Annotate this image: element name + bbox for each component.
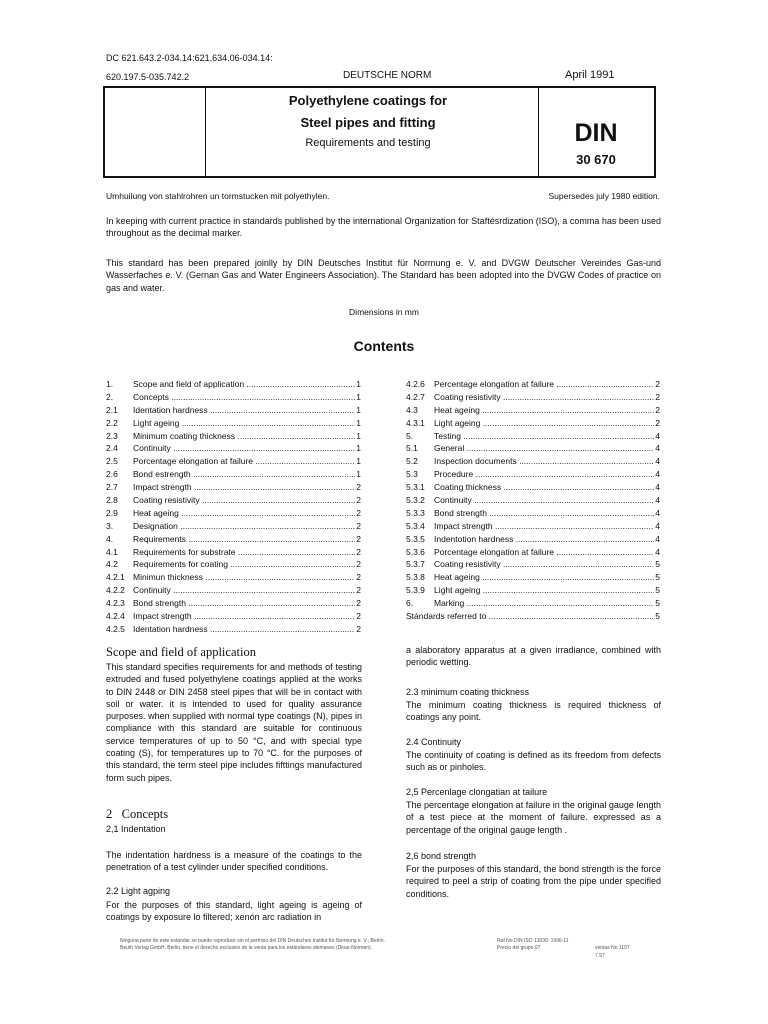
section-2-1-heading: 2,1 Indentation	[106, 824, 166, 834]
section-2-title: Concepts	[121, 807, 169, 821]
toc-entry-page: 4	[655, 495, 660, 506]
toc-entry-number: 5.3.9	[406, 585, 425, 596]
toc-entry-number: 5.3.6	[406, 546, 425, 557]
toc-entry-number: 2.3	[106, 430, 118, 441]
toc-entry-label: Procedure .....	[434, 468, 654, 481]
footer-price-group: Precio del grupo 07	[497, 945, 541, 951]
toc-entry-label: Stándards referred to .....	[406, 610, 654, 623]
footer-ref-number: Ref.No.DIN ISO 13030: 1996-11	[497, 938, 569, 944]
toc-entry-label: Heat ageing .....	[434, 571, 654, 584]
toc-entry	[406, 584, 660, 597]
toc-entry-page: 2	[655, 391, 660, 402]
toc-entry-label: Light ageing .....	[133, 417, 355, 430]
section-2-6-heading: 2,6 bond strength	[406, 851, 477, 861]
toc-entry-label: Continuity .....	[434, 494, 654, 507]
toc-entry	[106, 404, 361, 417]
toc-entry-number: 2.7	[106, 482, 118, 493]
toc-entry	[406, 597, 660, 610]
toc-entry-label: Requirements for coating .....	[133, 558, 355, 571]
toc-entry	[106, 378, 361, 391]
toc-entry-number: 5.3.5	[406, 533, 425, 544]
toc-entry-number: 2.5	[106, 456, 118, 467]
toc-entry-number: 4.2.2	[106, 585, 125, 596]
contents-heading: Contents	[353, 338, 415, 354]
toc-entry-number: 3.	[106, 520, 114, 531]
toc-entry-label: Identation hardness .....	[133, 623, 355, 636]
toc-entry	[406, 520, 660, 533]
toc-entry-page: 2	[356, 507, 361, 518]
section-2-5-text: The percentage elongation at failure in the original gauge length of a test piece at the moment of failure. expressed as a percentage of the original gauge length .	[406, 800, 661, 835]
toc-entry-label: Minimun thickness .....	[133, 571, 355, 584]
section-2-3-text: The minimum coating thickness is required thickness of coatings any point.	[406, 700, 661, 723]
toc-entry-number: 5.3.4	[406, 520, 425, 531]
toc-entry-label: Impact strength .....	[133, 610, 355, 623]
toc-entry	[406, 533, 660, 546]
toc-entry-number: 4.3.1	[406, 417, 425, 428]
toc-entry-number: 4.2	[106, 559, 118, 570]
section-2-2-heading: 2.2 Light agping	[106, 886, 171, 896]
title-line-1: Polyethylene coatings for	[288, 93, 448, 108]
toc-entry-label: Requirements for substrate .....	[133, 546, 355, 559]
toc-entry-label: Continuity .....	[133, 442, 355, 455]
din-number: 30 670	[576, 152, 616, 167]
toc-entry-label: Coating thickness .....	[434, 481, 654, 494]
section-2-3-heading: 2.3 minimum coating thickness	[406, 687, 530, 697]
toc-entry-number: 5.3.3	[406, 507, 425, 518]
toc-entry-number: 2.4	[106, 443, 118, 454]
toc-entry-label: Heat ageing .....	[133, 507, 355, 520]
toc-entry	[106, 546, 361, 559]
toc-entry-number: 5.3.2	[406, 495, 425, 506]
toc-entry	[106, 533, 361, 546]
toc-entry	[406, 610, 660, 623]
footer-sales-number: ventas No 1107	[595, 945, 630, 951]
toc-entry-page: 4	[655, 520, 660, 531]
toc-entry-page: 5	[655, 585, 660, 596]
toc-entry-number: 4.2.1	[106, 572, 125, 583]
toc-entry-label: General .....	[434, 442, 654, 455]
toc-entry-page: 1	[356, 430, 361, 441]
toc-entry-label: Coating resistivity .....	[133, 494, 355, 507]
toc-entry-number: 2.	[106, 391, 114, 402]
toc-entry-number: 4.2.7	[406, 391, 425, 402]
toc-entry-number: 5.3.1	[406, 482, 425, 493]
toc-entry-label: Testing .....	[434, 430, 654, 443]
section-2-number: 2	[106, 807, 113, 821]
toc-entry-label: Percentage elongation at failure .....	[434, 378, 654, 391]
dc-line-1: DC 621.643.2-034.14:621.634.06-034.14:	[106, 53, 273, 63]
section-2-heading	[106, 807, 168, 822]
toc-entry-page: 4	[655, 546, 660, 557]
toc-entry-page: 5	[655, 611, 660, 622]
toc-entry-label: Identation hardness .....	[133, 404, 355, 417]
title-line-2: Steel pipes and fitting	[300, 115, 436, 130]
toc-entry	[406, 378, 660, 391]
toc-entry-label: Scope and field of application .....	[133, 378, 355, 391]
toc-entry-number: 5.3.8	[406, 572, 425, 583]
section-2-2-continued: a alaboratory apparatus at a given irradiance, combined with periodic wetting.	[406, 645, 661, 668]
toc-entry-page: 1	[356, 404, 361, 415]
toc-entry-page: 2	[655, 417, 660, 428]
toc-entry-label: Bond estrength .....	[133, 468, 355, 481]
toc-entry-number: 6.	[406, 598, 414, 609]
toc-entry-page: 1	[356, 456, 361, 467]
toc-entry-number: 4.2.6	[406, 379, 425, 389]
toc-entry-number: 2.2	[106, 417, 118, 428]
toc-entry-page: 2	[356, 546, 361, 557]
toc-entry-label: Coating resistivity .....	[434, 391, 654, 404]
section-2-1-text: The indentation hardness is a measure of the coatings to the penetration of a test cylinder under specified conditions.	[106, 850, 362, 873]
toc-entry	[406, 571, 660, 584]
toc-left-column	[106, 378, 361, 636]
dc-line-2: 620.197.5-035.742.2	[106, 72, 190, 82]
toc-entry-label: Impact strength .....	[434, 520, 654, 533]
toc-entry-page: 4	[655, 430, 660, 441]
intro-decimal-note: In keeping with current practice in standards published by the international Organization for Staftésrdization (ISO), a comma has been used throughout as the decimal marker.	[106, 216, 661, 239]
toc-entry-page: 2	[356, 623, 361, 634]
toc-entry-page: 2	[356, 533, 361, 544]
toc-entry	[106, 597, 361, 610]
section-2-4-text: The continuity of coating is defined as its freedom from defects such as or pinholes.	[406, 750, 661, 773]
section-1-heading: Scope and field of application	[106, 645, 256, 659]
toc-entry	[106, 481, 361, 494]
toc-entry-label: Bond strength .....	[133, 597, 355, 610]
toc-entry	[106, 571, 361, 584]
toc-entry-page: 5	[655, 572, 660, 583]
toc-entry-page: 4	[655, 456, 660, 467]
toc-entry-page: 4	[655, 443, 660, 454]
toc-entry-page: 4	[655, 533, 660, 544]
toc-entry	[406, 494, 660, 507]
toc-entry-page: 1	[356, 469, 361, 480]
toc-entry	[406, 455, 660, 468]
toc-entry-label: Light ageing .....	[434, 584, 654, 597]
toc-entry-label: Porcentage elongation at failure .....	[133, 455, 355, 468]
toc-entry-page: 4	[655, 482, 660, 493]
toc-entry	[106, 468, 361, 481]
issue-date: April 1991	[565, 69, 615, 81]
toc-entry	[106, 520, 361, 533]
toc-entry-label: Continuity .....	[133, 584, 355, 597]
toc-entry	[406, 481, 660, 494]
toc-entry-label: Impact strength .....	[133, 481, 355, 494]
toc-entry	[106, 610, 361, 623]
toc-right-column	[406, 378, 660, 623]
toc-entry-page: 1	[356, 417, 361, 428]
toc-entry-page: 2	[356, 598, 361, 609]
toc-entry	[106, 430, 361, 443]
footer-date-code: 7.97	[595, 953, 605, 959]
toc-entry-page: 5	[655, 559, 660, 570]
toc-entry	[406, 417, 660, 430]
toc-entry	[106, 455, 361, 468]
toc-entry-page: 2	[356, 495, 361, 506]
toc-entry	[406, 442, 660, 455]
section-2-4-heading: 2.4 Continuity	[406, 737, 462, 747]
deutsche-norm-label: DEUTSCHE NORM	[343, 70, 432, 81]
german-title: Umhuilung von stahlrohren un tormstucken mit polyethylen.	[106, 191, 330, 201]
toc-entry-page: 2	[356, 585, 361, 596]
toc-entry-page: 1	[356, 391, 361, 402]
toc-entry-number: 5.3	[406, 469, 418, 480]
toc-entry-number: 5.	[406, 430, 414, 441]
section-2-6-text: For the purposes of this standard, the bond strength is the force required to peel a strip of coating from the pipe under specified conditions.	[406, 864, 661, 899]
toc-entry-number: 2.6	[106, 469, 118, 480]
footer-copyright-1: Ninguna parte de este estándar se puede reproducir sin el permiso del DIN Deutsches Institut für Normung e. V., Berlín.	[120, 938, 385, 944]
toc-entry-page: 4	[655, 507, 660, 518]
toc-entry	[406, 558, 660, 571]
toc-entry-page: 2	[356, 572, 361, 583]
section-1-text: This standard specifies requirements for and methods of testing extruded and fused polyethylene coatings applied at the works to DIN 2448 or DIN 2458 steel pipes that will be in contact with soil or water. it is intended to used for quality assurance purposes. when supplied with normal type coatings (N), pipes in compliance with this standard are suitable for continuous service temperatures of up to 50 °C, and with special type coating (S), for temperatures up to 70 °C. for the purposes of this standard, the term steel pipe includes fifttings manufactured form such pipes.	[106, 662, 362, 783]
toc-entry-page: 2	[356, 611, 361, 622]
toc-entry-label: Inspection documents .....	[434, 455, 654, 468]
toc-entry	[106, 494, 361, 507]
toc-entry	[406, 468, 660, 481]
toc-entry	[406, 430, 660, 443]
footer-copyright-2: Beuth Verlag GmbH, Berlin, tiene el derecho exclusivo de la venta para los estándares alemanes (Dinar-Normen).	[120, 945, 373, 951]
toc-entry-label: Coating resistivity .....	[434, 558, 654, 571]
toc-entry	[406, 546, 660, 559]
toc-entry	[106, 391, 361, 404]
toc-entry-number: 4.2.5	[106, 623, 125, 634]
toc-entry-number: 4.2.3	[106, 598, 125, 609]
toc-entry-number: 2.9	[106, 507, 118, 518]
toc-entry	[106, 507, 361, 520]
toc-entry-page: 2	[356, 559, 361, 570]
toc-entry-label: Indentotion hardness .....	[434, 533, 654, 546]
toc-entry-page: 1	[356, 443, 361, 454]
toc-entry	[106, 584, 361, 597]
toc-entry-number: 4.2.4	[106, 611, 125, 622]
title-subtitle: Requirements and testing	[305, 137, 431, 149]
toc-entry-label: Heat ageing .....	[434, 404, 654, 417]
toc-entry	[106, 558, 361, 571]
toc-entry	[106, 623, 361, 636]
toc-entry-number: 5.3.7	[406, 559, 425, 570]
toc-entry	[406, 507, 660, 520]
toc-entry-page: 2	[356, 482, 361, 493]
dimensions-note: Dimensions in mm	[349, 307, 419, 317]
toc-entry-page: 4	[655, 469, 660, 480]
toc-entry-number: 4.1	[106, 546, 118, 557]
toc-entry-page: 2	[356, 520, 361, 531]
toc-entry-number: 5.1	[406, 443, 418, 454]
toc-entry-number: 4.3	[406, 404, 418, 415]
toc-entry	[406, 391, 660, 404]
toc-entry-number: 5.2	[406, 456, 418, 467]
toc-entry-label: Designation .....	[133, 520, 355, 533]
section-2-2-text: For the purposes of this standard, light ageing is ageing of coatings by exposure lo filtered; xenón arc radiation in	[106, 900, 362, 923]
toc-entry-page: 1	[356, 379, 361, 389]
toc-entry-label: Minimum coating thickness .....	[133, 430, 355, 443]
toc-entry-page: 2	[655, 404, 660, 415]
toc-entry-page: 5	[655, 598, 660, 609]
toc-entry-page: 2	[655, 379, 660, 389]
supersedes-note: Supersedes july 1980 edition.	[548, 191, 660, 201]
section-2-5-heading: 2,5 Percenlage clongatian at tailure	[406, 787, 548, 797]
toc-entry-label: Light ageing .....	[434, 417, 654, 430]
din-label: DIN	[574, 119, 618, 147]
toc-entry	[406, 404, 660, 417]
toc-entry	[106, 417, 361, 430]
toc-entry-label: Marking .....	[434, 597, 654, 610]
toc-entry	[106, 442, 361, 455]
toc-entry-number: 1.	[106, 379, 114, 389]
intro-prepared-note: This standard has been prepared joinlly by DIN Deutsches Institut für Normung e. V. and DVGW Deutscher Vereindes Gas-und Wasserfaches e. V. (Gernan Gas and Water Engineers Association). The Standard has been adopted into the DVGW Codes of practice on gas and water.	[106, 258, 661, 293]
toc-entry-number: 2.8	[106, 495, 118, 506]
toc-entry-label: Bond strength .....	[434, 507, 654, 520]
toc-entry-label: Requirements .....	[133, 533, 355, 546]
toc-entry-number: 2.1	[106, 404, 118, 415]
toc-entry-label: Concepts .....	[133, 391, 355, 404]
toc-entry-label: Porcentage elongation at failure .....	[434, 546, 654, 559]
toc-entry-number: 4.	[106, 533, 114, 544]
